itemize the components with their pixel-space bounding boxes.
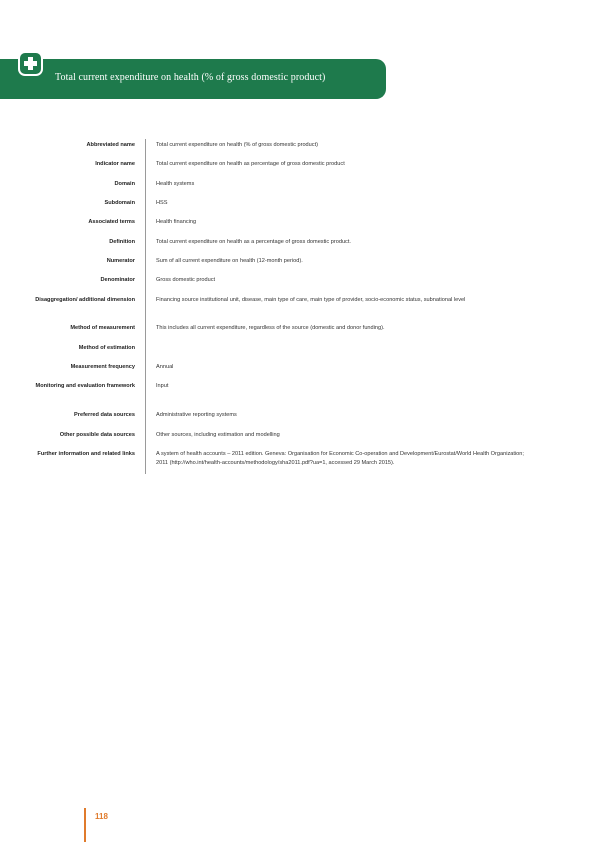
row-value: Total current expenditure on health (% of gross domestic product) bbox=[156, 142, 318, 148]
row-value: This includes all current expenditure, regardless of the source (domestic and donor funding). bbox=[156, 325, 385, 331]
row-label: Definition bbox=[109, 239, 135, 245]
row-value: HSS bbox=[156, 200, 168, 206]
row-label: Associated terms bbox=[88, 219, 135, 225]
row-label: Subdomain bbox=[104, 200, 135, 206]
row-label: Other possible data sources bbox=[59, 432, 135, 438]
row-value: Other sources, including estimation and modelling bbox=[156, 432, 280, 438]
row-value: Health systems bbox=[156, 181, 195, 187]
row-label: Monitoring and evaluation framework bbox=[35, 383, 135, 389]
row-label: Method of measurement bbox=[70, 325, 135, 331]
row-label: Measurement frequency bbox=[70, 364, 135, 370]
column-divider bbox=[145, 139, 146, 474]
row-label: Indicator name bbox=[95, 161, 135, 167]
row-label: Abbreviated name bbox=[86, 142, 135, 148]
medical-cross-icon bbox=[18, 51, 43, 76]
row-label: Numerator bbox=[106, 258, 135, 264]
row-label: Denominator bbox=[100, 277, 135, 283]
row-value: Financing source institutional unit, disease, main type of care, main type of provider, socio-economic status, subnational level bbox=[156, 297, 466, 303]
row-value: Health financing bbox=[156, 219, 197, 225]
row-value: Administrative reporting systems bbox=[156, 412, 237, 418]
row-value: Sum of all current expenditure on health (12-month period). bbox=[156, 258, 303, 264]
row-label: Further information and related links bbox=[37, 451, 135, 457]
row-value: Total current expenditure on health as a percentage of gross domestic product. bbox=[156, 239, 351, 245]
row-label: Preferred data sources bbox=[74, 412, 135, 418]
row-value: Input bbox=[156, 383, 169, 389]
row-label: Disaggregation/ additional dimension bbox=[35, 297, 135, 303]
page-number-rule bbox=[84, 808, 86, 842]
row-value: Annual bbox=[156, 364, 174, 370]
page-title: Total current expenditure on health (% of gross domestic product) bbox=[55, 72, 326, 83]
row-value: Total current expenditure on health as percentage of gross domestic product bbox=[156, 161, 345, 167]
row-label: Domain bbox=[114, 181, 135, 187]
row-label: Method of estimation bbox=[78, 345, 135, 351]
row-value: A system of health accounts – 2011 edition. Geneva: Organisation for Economic Co-operation and Development/Eurostat/World Health Organization; 2011 (http://who.int/health-accounts/methodology/sha2011.pdf?ua=1, accessed 29 March 2015). bbox=[156, 451, 524, 466]
page-number: 118 bbox=[95, 812, 108, 821]
row-value: Gross domestic product bbox=[156, 277, 216, 283]
